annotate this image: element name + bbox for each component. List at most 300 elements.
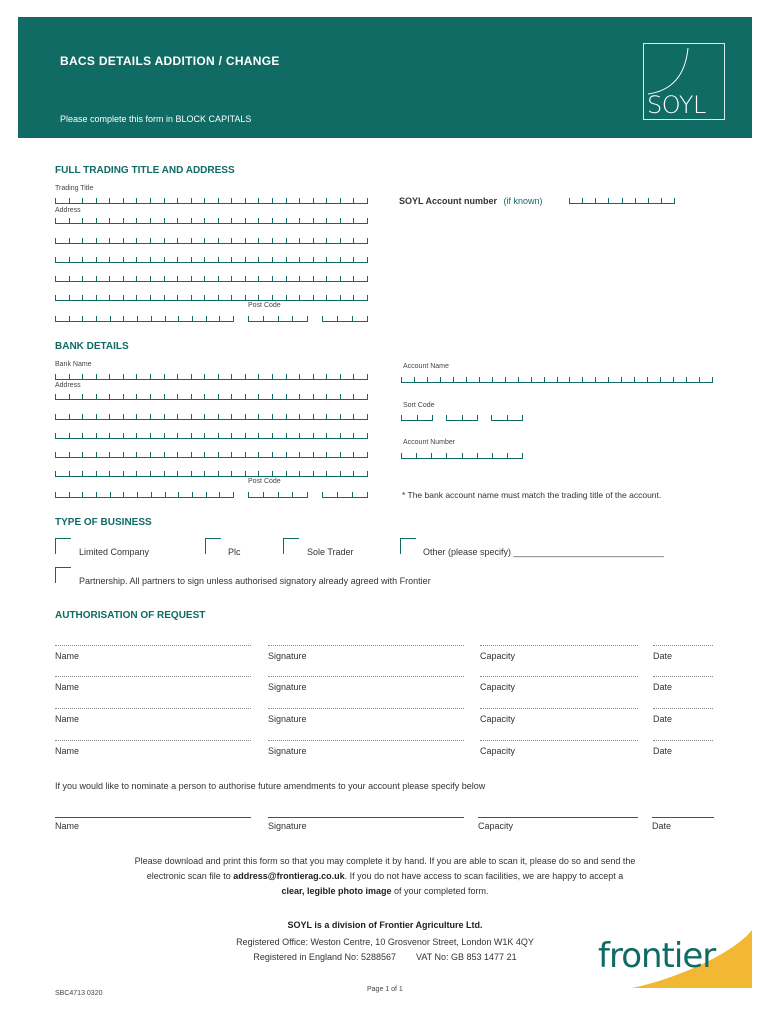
sort-code-part-2-field[interactable] [446, 414, 478, 421]
comb-tick [218, 414, 219, 419]
comb-tick [110, 492, 111, 497]
comb-tick [218, 374, 219, 379]
auth-name-line-1[interactable] [55, 645, 251, 646]
comb-tick [313, 295, 314, 300]
comb-tick [109, 257, 110, 262]
auth-capacity-line-1[interactable] [480, 645, 638, 646]
comb-tick [55, 414, 56, 419]
comb-tick [55, 471, 56, 476]
comb-tick [191, 394, 192, 399]
comb-tick [557, 377, 558, 382]
comb-tick [55, 295, 56, 300]
comb-tick [55, 452, 56, 457]
comb-tick [286, 257, 287, 262]
comb-tick [55, 218, 56, 223]
comb-tick [522, 453, 523, 458]
comb-tick [286, 198, 287, 203]
comb-tick [531, 377, 532, 382]
comb-tick [595, 198, 596, 203]
bank-address-line-5-field[interactable] [55, 470, 368, 477]
auth-name-line-2[interactable] [55, 676, 251, 677]
auth-date-line-2[interactable] [653, 676, 713, 677]
comb-tick [326, 414, 327, 419]
comb-tick [340, 198, 341, 203]
comb-tick [367, 394, 368, 399]
comb-tick [340, 218, 341, 223]
comb-tick [164, 471, 165, 476]
comb-tick [69, 276, 70, 281]
comb-tick [245, 471, 246, 476]
comb-tick [204, 295, 205, 300]
comb-tick [192, 316, 193, 321]
auth-date-line-1[interactable] [653, 645, 713, 646]
nominee-signature-label: Signature [268, 821, 307, 831]
comb-tick [286, 414, 287, 419]
bank-address-line-2-field[interactable] [55, 413, 368, 420]
comb-tick [492, 453, 493, 458]
comb-tick [177, 198, 178, 203]
email-link[interactable]: address@frontierag.co.uk [233, 871, 345, 881]
comb-tick [82, 257, 83, 262]
comb-tick [340, 276, 341, 281]
auth-date-label: Date [653, 746, 673, 756]
comb-tick [673, 377, 674, 382]
comb-tick [150, 257, 151, 262]
post-code-part-2-field[interactable] [322, 315, 368, 322]
auth-date-label: Date [653, 714, 673, 724]
comb-tick [69, 295, 70, 300]
comb-tick [505, 377, 506, 382]
comb-tick [326, 433, 327, 438]
comb-tick [164, 276, 165, 281]
comb-tick [191, 257, 192, 262]
comb-tick [136, 218, 137, 223]
comb-tick [569, 198, 570, 203]
account-number-field[interactable] [401, 452, 523, 459]
comb-tick [660, 377, 661, 382]
comb-tick [326, 276, 327, 281]
auth-signature-line-4[interactable] [268, 740, 464, 741]
comb-tick [192, 492, 193, 497]
comb-tick [177, 295, 178, 300]
comb-tick [248, 316, 249, 321]
comb-tick [123, 316, 124, 321]
comb-tick [177, 374, 178, 379]
comb-tick [82, 471, 83, 476]
comb-tick [150, 374, 151, 379]
auth-name-line-3[interactable] [55, 708, 251, 709]
comb-tick [151, 492, 152, 497]
comb-tick [647, 377, 648, 382]
comb-tick [137, 316, 138, 321]
comb-tick [245, 374, 246, 379]
limited-company-label: Limited Company [79, 547, 150, 557]
comb-tick [136, 433, 137, 438]
comb-tick [109, 218, 110, 223]
comb-tick [151, 316, 152, 321]
comb-tick [231, 414, 232, 419]
comb-tick [165, 316, 166, 321]
auth-signature-line-3[interactable] [268, 708, 464, 709]
comb-tick [204, 394, 205, 399]
comb-tick [150, 394, 151, 399]
comb-tick [263, 316, 264, 321]
comb-tick [367, 198, 368, 203]
comb-tick [123, 238, 124, 243]
plc-label: Plc [228, 547, 241, 557]
comb-tick [462, 453, 463, 458]
address-line-1-field[interactable] [55, 217, 368, 224]
plc-checkbox[interactable] [205, 538, 221, 554]
trading-title-field[interactable] [55, 197, 368, 204]
comb-tick [462, 415, 463, 420]
registration-text: Registered in England No: 5288567 VAT No: GB 853 1477 21 [253, 952, 517, 962]
instructions-line-1: Please download and print this form so that you may complete it by hand. If you are able to scan it, please do so and send the [134, 856, 636, 866]
comb-tick [123, 452, 124, 457]
comb-tick [258, 295, 259, 300]
comb-tick [427, 377, 428, 382]
comb-tick [479, 377, 480, 382]
auth-signature-label: Signature [268, 714, 307, 724]
sole-trader-checkbox[interactable] [283, 538, 299, 554]
nominee-capacity-line[interactable] [478, 817, 638, 818]
comb-tick [82, 414, 83, 419]
comb-tick [136, 452, 137, 457]
comb-tick [123, 414, 124, 419]
comb-tick [123, 198, 124, 203]
comb-tick [123, 374, 124, 379]
comb-tick [123, 471, 124, 476]
auth-capacity-line-2[interactable] [480, 676, 638, 677]
auth-date-line-3[interactable] [653, 708, 713, 709]
comb-tick [608, 377, 609, 382]
comb-tick [595, 377, 596, 382]
comb-tick [96, 218, 97, 223]
comb-tick [299, 374, 300, 379]
comb-tick [313, 374, 314, 379]
comb-tick [164, 257, 165, 262]
business-section-title: TYPE OF BUSINESS [55, 517, 152, 528]
other-checkbox[interactable] [400, 538, 416, 554]
comb-tick [165, 492, 166, 497]
comb-tick [219, 492, 220, 497]
comb-tick [367, 316, 368, 321]
account-name-label: Account Name [403, 363, 449, 370]
comb-tick [109, 276, 110, 281]
comb-tick [96, 433, 97, 438]
comb-tick [96, 295, 97, 300]
auth-name-line-4[interactable] [55, 740, 251, 741]
post-code-part-1-field[interactable] [248, 315, 308, 322]
comb-tick [313, 414, 314, 419]
comb-tick [367, 414, 368, 419]
comb-tick [313, 471, 314, 476]
form-subtitle: Please complete this form in BLOCK CAPITALS [60, 114, 252, 124]
comb-tick [245, 198, 246, 203]
bank-section-title: BANK DETAILS [55, 341, 129, 352]
auth-name-label: Name [55, 746, 80, 756]
comb-tick [191, 374, 192, 379]
comb-tick [299, 414, 300, 419]
comb-tick [352, 316, 353, 321]
frontier-logo [592, 930, 752, 988]
comb-tick [191, 471, 192, 476]
post-code-label: Post Code [248, 302, 281, 309]
comb-tick [674, 198, 675, 203]
comb-tick [299, 276, 300, 281]
comb-tick [245, 414, 246, 419]
comb-tick [299, 218, 300, 223]
comb-tick [218, 452, 219, 457]
comb-tick [353, 257, 354, 262]
soyl-account-number-label: SOYL Account number (if known) [399, 196, 543, 206]
comb-tick [231, 276, 232, 281]
comb-tick [55, 433, 56, 438]
comb-tick [453, 377, 454, 382]
comb-tick [353, 452, 354, 457]
address-line-4-field[interactable] [55, 275, 368, 282]
comb-tick [661, 198, 662, 203]
comb-tick [164, 374, 165, 379]
comb-tick [231, 394, 232, 399]
comb-tick [326, 218, 327, 223]
comb-tick [69, 414, 70, 419]
comb-tick [367, 374, 368, 379]
comb-tick [164, 198, 165, 203]
comb-tick [177, 414, 178, 419]
sole-trader-label: Sole Trader [307, 547, 354, 557]
comb-tick [231, 374, 232, 379]
comb-tick [69, 394, 70, 399]
comb-tick [340, 471, 341, 476]
comb-tick [109, 452, 110, 457]
comb-tick [299, 452, 300, 457]
sort-code-part-3-field[interactable] [491, 414, 523, 421]
comb-tick [177, 452, 178, 457]
bank-address-label: Address [55, 382, 81, 389]
comb-tick [177, 276, 178, 281]
auth-signature-label: Signature [268, 651, 307, 661]
nominee-date-label: Date [652, 821, 672, 831]
comb-tick [622, 198, 623, 203]
authorisation-section-title: AUTHORISATION OF REQUEST [55, 610, 206, 621]
auth-signature-line-2[interactable] [268, 676, 464, 677]
bank-address-line-4-field[interactable] [55, 451, 368, 458]
comb-tick [178, 316, 179, 321]
comb-tick [96, 257, 97, 262]
comb-tick [340, 414, 341, 419]
comb-tick [96, 452, 97, 457]
comb-tick [204, 414, 205, 419]
auth-capacity-line-4[interactable] [480, 740, 638, 741]
comb-tick [218, 238, 219, 243]
comb-tick [150, 218, 151, 223]
comb-tick [353, 218, 354, 223]
comb-tick [109, 295, 110, 300]
registered-office-text: Registered Office: Weston Centre, 10 Grosvenor Street, London W1K 4QY [236, 937, 534, 947]
comb-tick [109, 198, 110, 203]
comb-tick [177, 471, 178, 476]
comb-tick [123, 492, 124, 497]
comb-tick [582, 377, 583, 382]
comb-tick [82, 452, 83, 457]
comb-tick [272, 394, 273, 399]
comb-tick [178, 492, 179, 497]
comb-tick [231, 452, 232, 457]
comb-tick [123, 257, 124, 262]
comb-tick [231, 238, 232, 243]
address-line-5-field[interactable] [55, 294, 368, 301]
comb-tick [245, 276, 246, 281]
comb-tick [353, 374, 354, 379]
comb-tick [353, 238, 354, 243]
comb-tick [286, 374, 287, 379]
comb-tick [326, 295, 327, 300]
comb-tick [150, 276, 151, 281]
bank-address-line-3-field[interactable] [55, 432, 368, 439]
comb-tick [218, 433, 219, 438]
comb-tick [218, 276, 219, 281]
comb-tick [544, 377, 545, 382]
auth-signature-line-1[interactable] [268, 645, 464, 646]
comb-tick [307, 316, 308, 321]
account-name-field[interactable] [401, 376, 713, 383]
sort-code-part-1-field[interactable] [401, 414, 433, 421]
partnership-checkbox[interactable] [55, 567, 71, 583]
comb-tick [367, 471, 368, 476]
comb-tick [326, 198, 327, 203]
comb-tick [313, 198, 314, 203]
comb-tick [164, 433, 165, 438]
nominee-name-line[interactable] [55, 817, 251, 818]
comb-tick [218, 394, 219, 399]
comb-tick [417, 415, 418, 420]
comb-tick [82, 374, 83, 379]
comb-tick [299, 295, 300, 300]
nominee-signature-line[interactable] [268, 817, 464, 818]
sort-code-label: Sort Code [403, 402, 435, 409]
comb-tick [191, 238, 192, 243]
comb-tick [69, 218, 70, 223]
comb-tick [258, 238, 259, 243]
comb-tick [286, 471, 287, 476]
comb-tick [82, 276, 83, 281]
trading-title-label: Trading Title [55, 185, 94, 192]
comb-tick [164, 295, 165, 300]
comb-tick [258, 257, 259, 262]
bank-address-line-1-field[interactable] [55, 393, 368, 400]
bank-post-code-part-1-field[interactable] [248, 491, 308, 498]
comb-tick [648, 198, 649, 203]
nominee-name-label: Name [55, 821, 80, 831]
comb-tick [136, 394, 137, 399]
auth-name-label: Name [55, 651, 80, 661]
auth-name-label: Name [55, 682, 80, 692]
comb-tick [177, 257, 178, 262]
comb-tick [82, 238, 83, 243]
auth-date-line-4[interactable] [653, 740, 713, 741]
comb-tick [466, 377, 467, 382]
comb-tick [286, 276, 287, 281]
comb-tick [299, 198, 300, 203]
comb-tick [353, 414, 354, 419]
nominate-text: If you would like to nominate a person to authorise future amendments to your account please specify below [55, 781, 486, 791]
comb-tick [340, 394, 341, 399]
comb-tick [69, 471, 70, 476]
comb-tick [353, 198, 354, 203]
comb-tick [218, 471, 219, 476]
address-line-2-field[interactable] [55, 237, 368, 244]
address-line-3-field[interactable] [55, 256, 368, 263]
comb-tick [712, 377, 713, 382]
comb-tick [204, 218, 205, 223]
comb-tick [164, 218, 165, 223]
account-number-label: Account Number [403, 439, 456, 446]
comb-tick [286, 218, 287, 223]
soyl-account-number-field[interactable] [569, 197, 675, 204]
comb-tick [326, 238, 327, 243]
instructions [60, 854, 710, 899]
comb-tick [231, 471, 232, 476]
comb-tick [177, 238, 178, 243]
comb-tick [258, 276, 259, 281]
comb-tick [82, 433, 83, 438]
comb-tick [82, 316, 83, 321]
comb-tick [123, 433, 124, 438]
bank-address-line-6-field[interactable] [55, 491, 234, 498]
comb-tick [313, 276, 314, 281]
comb-tick [191, 414, 192, 419]
division-text: SOYL is a division of Frontier Agriculture Ltd. [287, 920, 483, 930]
auth-capacity-label: Capacity [480, 714, 516, 724]
comb-tick [367, 452, 368, 457]
comb-tick [55, 257, 56, 262]
comb-tick [699, 377, 700, 382]
other-label[interactable]: Other (please specify) ______________________________ [423, 547, 664, 557]
comb-tick [245, 452, 246, 457]
bank-name-field[interactable] [55, 373, 368, 380]
comb-tick [492, 377, 493, 382]
comb-tick [69, 257, 70, 262]
comb-tick [150, 414, 151, 419]
nominee-date-line[interactable] [652, 817, 714, 818]
comb-tick [245, 394, 246, 399]
comb-tick [340, 433, 341, 438]
comb-tick [367, 295, 368, 300]
comb-tick [82, 394, 83, 399]
comb-tick [123, 276, 124, 281]
address-line-6-field[interactable] [55, 315, 234, 322]
comb-tick [337, 316, 338, 321]
auth-capacity-line-3[interactable] [480, 708, 638, 709]
comb-tick [367, 492, 368, 497]
comb-tick [245, 257, 246, 262]
account-number-hint: (if known) [503, 196, 543, 206]
comb-tick [55, 316, 56, 321]
comb-tick [82, 295, 83, 300]
comb-tick [272, 257, 273, 262]
bank-post-code-part-2-field[interactable] [322, 491, 368, 498]
comb-tick [136, 471, 137, 476]
comb-tick [299, 394, 300, 399]
comb-tick [299, 433, 300, 438]
comb-tick [507, 415, 508, 420]
comb-tick [292, 492, 293, 497]
auth-signature-label: Signature [268, 682, 307, 692]
comb-tick [272, 198, 273, 203]
comb-tick [136, 257, 137, 262]
limited-company-checkbox[interactable] [55, 538, 71, 554]
